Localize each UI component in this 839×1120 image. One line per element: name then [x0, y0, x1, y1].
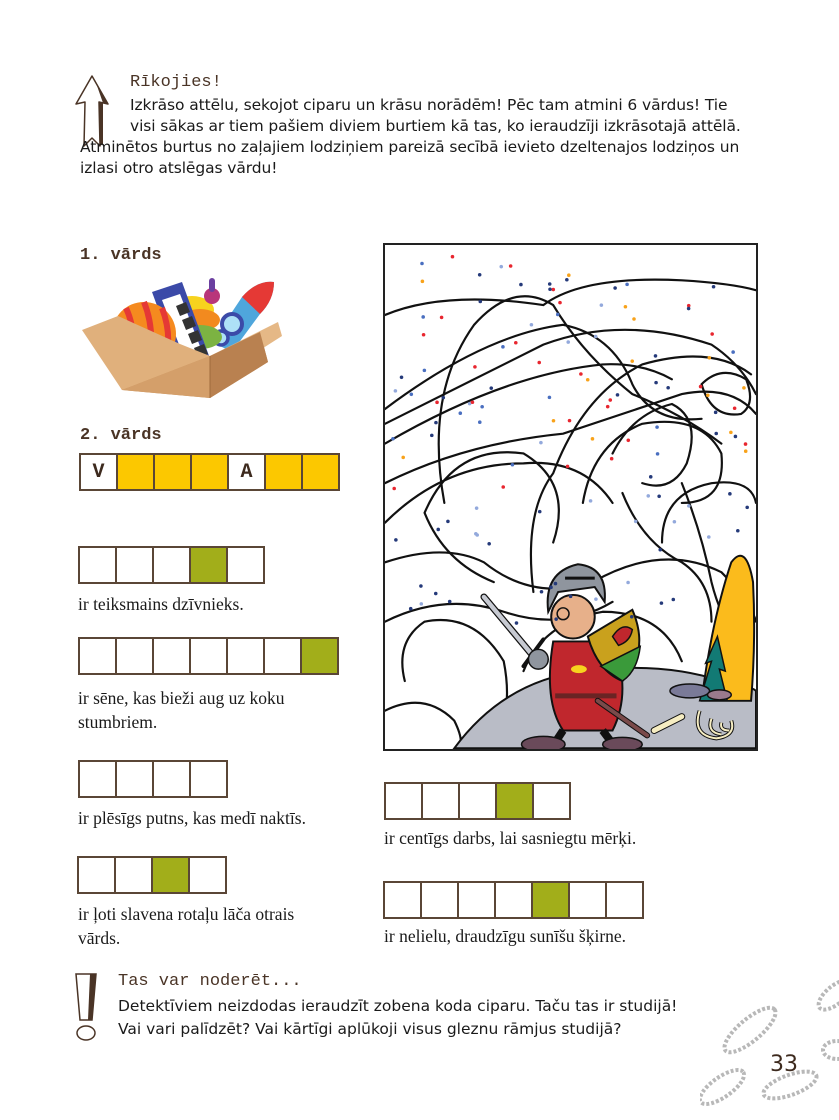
letter-cell[interactable]: [494, 881, 533, 919]
word1-label: 1. vārds: [80, 246, 162, 265]
color-dot: [435, 401, 439, 405]
clue5-grid: [384, 782, 571, 820]
color-dot: [610, 457, 614, 461]
color-dot: [630, 615, 634, 619]
letter-cell[interactable]: [226, 546, 265, 584]
color-dot: [554, 582, 558, 586]
letter-cell-green[interactable]: [531, 881, 570, 919]
page-number: 33: [770, 1052, 798, 1077]
letter-cell[interactable]: A: [227, 453, 266, 491]
color-dot: [539, 441, 543, 445]
color-dot: [391, 437, 395, 441]
color-dot: [634, 520, 638, 524]
color-dot: [548, 287, 552, 291]
color-dot: [552, 288, 556, 292]
letter-cell[interactable]: [384, 782, 423, 820]
color-dot: [473, 365, 477, 369]
color-dot: [519, 283, 523, 287]
color-dot: [548, 396, 552, 400]
letter-cell[interactable]: [383, 881, 422, 919]
color-dot: [421, 315, 425, 319]
color-dot: [446, 520, 450, 524]
color-dot: [655, 425, 659, 429]
color-dot: [514, 341, 518, 345]
clue3-text: ir plēsīgs putns, kas medī naktīs.: [78, 808, 306, 828]
clue4-grid: [77, 856, 227, 894]
color-dot: [733, 406, 737, 410]
color-dot: [613, 286, 617, 290]
color-dot: [736, 529, 740, 533]
instructions-line: visi sākas ar tiem pašiem diviem burtiem kā tas, ko ieraudzīji izkrāsotajā attēlā.: [130, 117, 741, 135]
color-dot: [699, 385, 703, 389]
color-dot: [616, 393, 620, 397]
color-dots: [385, 245, 756, 749]
color-dot: [660, 601, 664, 605]
clue3-grid: [78, 760, 228, 798]
color-dot: [649, 475, 653, 479]
color-dot: [459, 411, 463, 415]
letter-cell[interactable]: [78, 760, 117, 798]
color-dot: [499, 265, 503, 269]
letter-cell[interactable]: [189, 637, 228, 675]
color-dot: [420, 602, 424, 606]
color-dot: [566, 340, 570, 344]
color-dot: [515, 621, 519, 625]
letter-cell[interactable]: [152, 760, 191, 798]
color-dot: [742, 386, 746, 390]
letter-cell[interactable]: [78, 637, 117, 675]
color-dot: [579, 372, 583, 376]
letter-cell-yellow[interactable]: [301, 453, 340, 491]
color-dot: [474, 532, 478, 536]
color-dot: [530, 323, 534, 327]
color-dot: [501, 345, 505, 349]
letter-cell[interactable]: [457, 881, 496, 919]
color-dot: [419, 584, 423, 588]
color-dot: [606, 405, 610, 409]
clue1-grid: [78, 546, 265, 584]
color-dot: [475, 506, 479, 510]
instructions-line: Izkrāso attēlu, sekojot ciparu un krāsu norādēm! Pēc tam atmini 6 vārdus! Tie: [130, 96, 728, 114]
clue2-grid: [78, 637, 339, 675]
color-dot: [394, 538, 398, 542]
color-dot: [608, 398, 612, 402]
color-dot: [594, 597, 598, 601]
color-dot: [441, 396, 445, 400]
letter-cell-yellow[interactable]: [116, 453, 155, 491]
color-dot: [549, 586, 553, 590]
color-dot: [401, 456, 405, 460]
color-dot: [537, 361, 541, 365]
color-dot: [538, 510, 542, 514]
letter-cell[interactable]: [458, 782, 497, 820]
color-dot: [714, 432, 718, 436]
color-dot: [489, 386, 493, 390]
color-dot: [673, 520, 677, 524]
coloring-picture: [383, 243, 758, 751]
color-dot: [708, 356, 712, 360]
color-dot: [430, 434, 434, 438]
color-dot: [707, 535, 711, 539]
letter-cell-green[interactable]: [495, 782, 534, 820]
letter-cell[interactable]: [115, 546, 154, 584]
color-dot: [626, 439, 630, 443]
color-dot: [729, 431, 733, 435]
color-dot: [394, 389, 398, 393]
color-dot: [554, 617, 558, 621]
letter-cell[interactable]: [263, 637, 302, 675]
color-dot: [566, 465, 570, 469]
color-dot: [657, 495, 661, 499]
color-dot: [654, 354, 658, 358]
color-dot: [586, 378, 590, 382]
color-dot: [734, 435, 738, 439]
instructions-line: izlasi otro atslēgas vārdu!: [80, 159, 278, 177]
color-dot: [478, 420, 482, 424]
clue6-grid: [383, 881, 644, 919]
color-dot: [478, 300, 482, 304]
letter-cell[interactable]: [532, 782, 571, 820]
clue5-text: ir centīgs darbs, lai sasniegtu mērķi.: [384, 828, 637, 848]
color-dot: [666, 386, 670, 390]
color-dot: [478, 273, 482, 277]
clue4-text-line1: ir ļoti slavena rotaļu lāča otrais: [78, 904, 295, 924]
color-dot: [436, 528, 440, 532]
color-dot: [552, 419, 556, 423]
color-dot: [434, 592, 438, 596]
letter-cell[interactable]: [115, 760, 154, 798]
toy-box-illustration: [82, 272, 282, 398]
color-dot: [672, 598, 676, 602]
color-dot: [548, 282, 552, 286]
color-dot: [540, 590, 544, 594]
color-dot: [567, 273, 571, 277]
color-dot: [392, 487, 396, 491]
letter-cell[interactable]: [226, 637, 265, 675]
color-dot: [591, 437, 595, 441]
color-dot: [744, 442, 748, 446]
color-dot: [420, 262, 424, 266]
instructions-line: Atminētos burtus no zaļajiem lodziņiem pareizā secībā ievieto dzeltenajos lodziņos un: [80, 138, 740, 156]
clue2-text-line2: stumbriem.: [78, 712, 158, 732]
clue2-text-line1: ir sēne, kas bieži aug uz koku: [78, 688, 285, 708]
color-dot: [569, 595, 573, 599]
color-dot: [710, 332, 714, 336]
letter-cell[interactable]: [421, 782, 460, 820]
color-dot: [600, 303, 604, 307]
color-dot: [440, 316, 444, 320]
color-dot: [687, 504, 691, 508]
color-dot: [714, 411, 718, 415]
letter-cell[interactable]: [420, 881, 459, 919]
color-dot: [626, 581, 630, 585]
color-dot: [624, 305, 628, 309]
clue6-text: ir nelielu, draudzīgu sunīšu šķirne.: [384, 926, 627, 946]
color-dot: [556, 313, 560, 317]
color-dot: [421, 280, 425, 284]
color-dot: [632, 317, 636, 321]
color-dot: [687, 307, 691, 311]
letter-cell[interactable]: [605, 881, 644, 919]
tip-line: Vai vari palīdzēt? Vai kārtīgi aplūkoji visus gleznu rāmjus studijā?: [118, 1020, 622, 1038]
letter-cell-green[interactable]: [151, 856, 190, 894]
color-dot: [745, 506, 749, 510]
color-dot: [630, 359, 634, 363]
color-dot: [471, 400, 475, 404]
color-dot: [423, 369, 427, 373]
color-dot: [480, 405, 484, 409]
tip-title: Tas var noderēt...: [118, 972, 302, 991]
color-dot: [501, 485, 505, 489]
color-dot: [731, 350, 735, 354]
letter-cell[interactable]: [188, 856, 227, 894]
color-dot: [744, 449, 748, 453]
color-dot: [706, 394, 710, 398]
color-dot: [589, 499, 593, 503]
color-dot: [646, 494, 650, 498]
letter-cell[interactable]: [115, 637, 154, 675]
letter-cell[interactable]: V: [79, 453, 118, 491]
word2-label: 2. vārds: [80, 426, 162, 445]
color-dot: [409, 607, 413, 611]
color-dot: [565, 278, 569, 282]
color-dot: [509, 264, 513, 268]
footprints-decoration: [700, 975, 839, 1120]
color-dot: [654, 381, 658, 385]
word2-grid: [79, 453, 340, 491]
color-dot: [712, 285, 716, 289]
color-dot: [558, 301, 562, 305]
clue4-text-line2: vārds.: [78, 928, 121, 948]
color-dot: [410, 393, 414, 397]
letter-cell[interactable]: [78, 546, 117, 584]
letter-cell[interactable]: [568, 881, 607, 919]
letter-cell[interactable]: [189, 760, 228, 798]
color-dot: [594, 335, 598, 339]
color-dot: [487, 542, 491, 546]
color-dot: [422, 333, 426, 337]
exclamation-icon: [72, 972, 100, 1042]
letter-cell-yellow[interactable]: [153, 453, 192, 491]
letter-cell[interactable]: [77, 856, 116, 894]
color-dot: [434, 421, 438, 425]
color-dot: [568, 419, 572, 423]
letter-cell-yellow[interactable]: [264, 453, 303, 491]
clue1-text: ir teiksmains dzīvnieks.: [78, 594, 244, 614]
color-dot: [451, 255, 455, 259]
color-dot: [656, 452, 660, 456]
letter-cell-green[interactable]: [189, 546, 228, 584]
letter-cell-yellow[interactable]: [190, 453, 229, 491]
color-dot: [728, 492, 732, 496]
color-dot: [511, 463, 515, 467]
instructions-title: Rīkojies!: [130, 73, 222, 92]
letter-cell[interactable]: [114, 856, 153, 894]
letter-cell[interactable]: [152, 637, 191, 675]
color-dot: [625, 283, 629, 287]
color-dot: [400, 376, 404, 380]
color-dot: [448, 600, 452, 604]
letter-cell[interactable]: [152, 546, 191, 584]
tip-line: Detektīviem neizdodas ieraudzīt zobena koda ciparu. Taču tas ir studijā!: [118, 997, 678, 1015]
letter-cell-green[interactable]: [300, 637, 339, 675]
color-dot: [658, 548, 662, 552]
